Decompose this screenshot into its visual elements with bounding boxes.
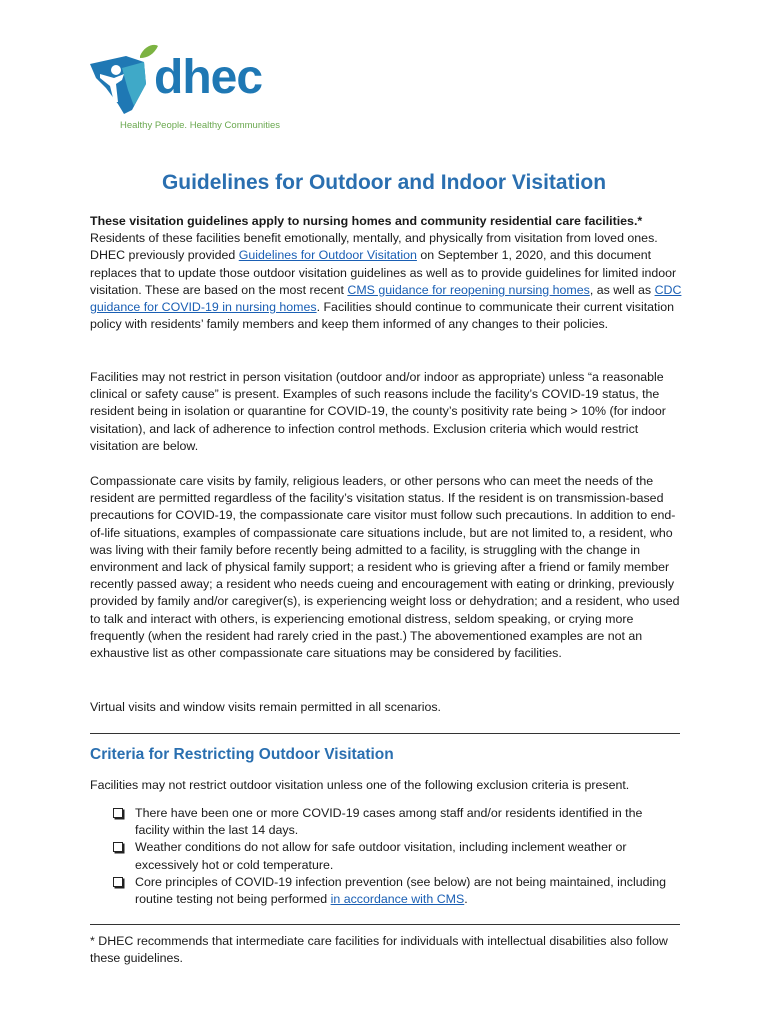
criteria-text: There have been one or more COVID-19 cases among staff and/or residents identified in the facility within the last 14 days.	[135, 806, 643, 838]
criteria-text: Weather conditions do not allow for safe outdoor visitation, including inclement weather or excessively hot or cold temperature.	[135, 840, 627, 872]
exclusion-criteria-list	[112, 805, 672, 908]
criteria-text-end: .	[464, 892, 468, 907]
list-item	[112, 805, 672, 839]
checkbox-bullet-icon	[113, 842, 123, 852]
footnote: * DHEC recommends that intermediate care facilities for individuals with intellectual disabilities also follow these guidelines.	[90, 934, 668, 966]
outdoor-visitation-guidelines-link[interactable]: Guidelines for Outdoor Visitation	[238, 248, 417, 263]
cdc-guidance-link[interactable]: CDC guidance for COVID-19 in nursing homes	[90, 282, 682, 315]
dhec-logo	[88, 44, 278, 134]
cms-guidance-link[interactable]: CMS guidance for reopening nursing homes	[347, 282, 590, 297]
restriction-paragraph: Facilities may not restrict in person visitation (outdoor and/or indoor as appropriate) unless “a reasonable clinical or safety cause” is present. Examples of such reasons include the facility’s COVID-19 status, the resident being in isolation or quarantine for COVID-19, the county’s positivity rate being > 10% (for indoor visitation), and lack of adherence to infection control methods. Exclusion criteria which would restrict visitation are below.	[90, 370, 666, 453]
compassionate-care-paragraph: Compassionate care visits by family, religious leaders, or other persons who can meet the needs of the resident are permitted regardless of the facility’s visitation status. If the resident is on transmission-based precautions for COVID-19, the compassionate care visitor must follow such precautions. In addition to end-of-life situations, examples of compassionate care situations include, but are not limited to, a resident, who was living with their family before recently being admitted to a facility, is struggling with the change in environment and lack of physical family support; a resident who is grieving after a friend or family member recently passed away; a resident who needs cueing and encouragement with eating or drinking, previously provided by family and/or caregiver(s), is experiencing weight loss or dehydration; and a resident, who used to talk and interact with others, is experiencing emotional distress, seldom speaking, or crying more frequently (when the resident had rarely cried in the past.) The abovementioned examples are not an exhaustive list as other compassionate care situations may be considered by facilities.	[90, 474, 680, 661]
logo-wordmark: dhec	[154, 51, 263, 104]
section-divider	[90, 733, 680, 734]
list-item	[112, 874, 672, 908]
logo-tagline: Healthy People. Healthy Communities	[120, 120, 280, 131]
criteria-text: Core principles of COVID-19 infection prevention (see below) are not being maintained, including routine testing not being performed	[135, 874, 667, 907]
page-title: Guidelines for Outdoor and Indoor Visitation	[161, 171, 607, 194]
checkbox-bullet-icon	[113, 877, 123, 887]
intro-text-1: Residents of these facilities benefit emotionally, mentally, and physically from visitation from loved ones. DHEC previously provided	[90, 231, 658, 263]
virtual-visits-paragraph: Virtual visits and window visits remain permitted in all scenarios.	[90, 700, 441, 714]
intro-text-3: , as well as	[589, 282, 655, 297]
intro-bold-lead: These visitation guidelines apply to nursing homes and community residential care facilities.*	[90, 214, 643, 228]
intro-text-2: on September 1, 2020, and this document replaces that to update those outdoor visitation guidelines as well as to provide guidelines for limited indoor visitation. These are based on the most recent	[90, 248, 677, 297]
checkbox-bullet-icon	[113, 808, 123, 818]
section-intro: Facilities may not restrict outdoor visitation unless one of the following exclusion criteria is present.	[90, 778, 630, 792]
section-heading: Criteria for Restricting Outdoor Visitation	[90, 746, 394, 763]
list-item	[112, 839, 672, 873]
intro-text-4: . Facilities should continue to communicate their current visitation policy with residents’ family members and keep them informed of any changes to their policies.	[90, 300, 675, 332]
footnote-divider	[90, 924, 680, 925]
intro-paragraph	[90, 213, 686, 333]
cms-accordance-link[interactable]: in accordance with CMS	[330, 892, 465, 907]
